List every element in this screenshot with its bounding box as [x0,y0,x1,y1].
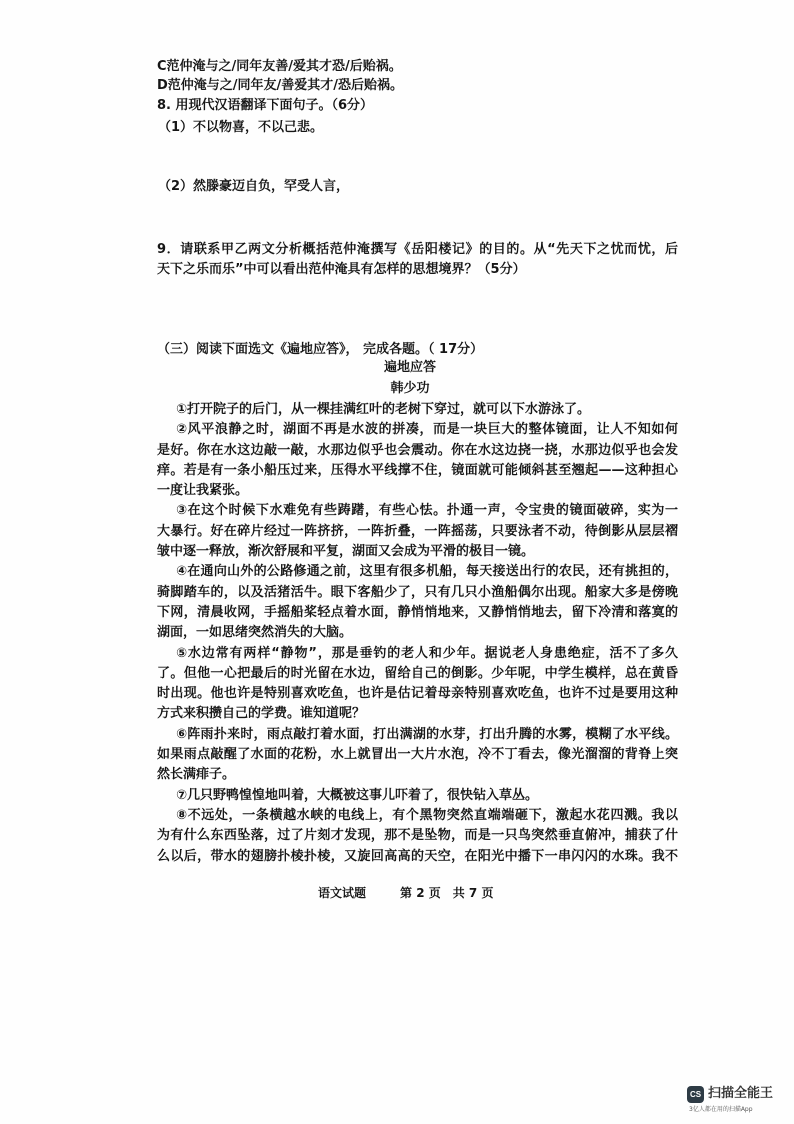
paragraph-5 [157,644,678,725]
article-line: ⑧不远处，一条横越水峡的电线上，有个黑物突然直端端砸下，激起水花四溅。我以 [176,807,678,823]
article-line: ⑦几只野鸭惶惶地叫着，大概被这事儿吓着了，很快钻入草丛。 [176,787,539,803]
article-line: 然长满痱子。 [157,767,236,783]
question-8-item-1: （1）不以物喜，不以己悲。 [158,120,324,135]
article-line: 如果雨点敲醒了水面的花粉，水上就冒出一大片水泡，冷不丁看去，像光溜溜的背脊上突 [157,747,678,763]
paragraph-8 [157,806,678,867]
camscanner-logo-icon: CS [687,1086,704,1103]
article-author: 韩少功 [390,381,430,396]
option-d: D范仲淹与之/同年友/善爱其才/恐后贻祸。 [157,78,404,93]
paragraph-6 [157,725,678,786]
page-footer [318,884,493,902]
article-line: 皱中逐一释放，渐次舒展和平复，湖面又会成为平滑的极目一镜。 [157,544,535,560]
question-8-item-2: （2）然滕豪迈自负，罕受人言， [158,179,350,194]
article-line: ①打开院子的后门，从一棵挂满红叶的老树下穿过，就可以下水游泳了。 [176,402,591,417]
article-line: 么以后，带水的翅膀扑棱扑棱，又旋回高高的天空，在阳光中播下一串闪闪的水珠。我不 [157,848,678,864]
article-line: 骑脚踏车的，以及活猪活牛。眼下客船少了，只有几只小渔船偶尔出现。船家大多是傍晚 [157,584,678,600]
article-line: ④在通向山外的公路修通之前，这里有很多机船，每天接送出行的农民，还有挑担的， [176,564,678,580]
footer-subject: 语文试题 [318,886,367,900]
question-8-prompt: 8. 用现代汉语翻译下面句子。（6分） [157,98,374,113]
article-line: ③在这个时候下水难免有些踌躇，有些心怯。扑通一声，令宝贵的镜面破碎，实为一 [176,503,678,519]
question-9-line: 9．请联系甲乙两文分析概括范仲淹撰写《岳阳楼记》的目的。从“先天下之忧而忧，后 [157,242,678,257]
article-line: 一度让我紧张。 [157,483,249,499]
paragraph-7 [157,786,678,806]
question-9-line: 天下之乐而乐”中可以看出范仲淹具有怎样的思想境界？（5分） [157,262,526,277]
paragraph-3 [157,501,678,562]
article-line: ⑤水边常有两样“静物”，那是垂钓的老人和少年。据说老人身患绝症，活不了多久 [176,645,678,661]
footer-total-pages: 共 7 页 [452,886,494,900]
article-line: 下网，清晨收网，手摇船桨轻点着水面，静悄悄地来，又静悄悄地去，留下冷清和落寞的 [157,604,678,620]
article-line: 时出现。他也许是特别喜欢吃鱼，也许是估记着母亲特别喜欢吃鱼，也许不过是要用这种 [157,686,678,702]
article-line: ⑥阵雨扑来时，雨点敲打着水面，打出满湖的水芽，打出升腾的水雾，模糊了水平线。 [176,726,678,742]
article-line: 了。但他一心把最后的时光留在水边，留给自己的倒影。少年呢，中学生模样，总在黄昏 [157,665,678,681]
scanner-tagline: 3亿人都在用的扫描App [689,1106,753,1113]
paragraph-2 [157,420,678,501]
option-c: C范仲淹与之/同年友善/爱其才恐/后贻祸。 [157,59,402,74]
article-title: 遍地应答 [383,360,436,375]
article-line: 方式来积攒自己的学费。谁知道呢？ [157,706,366,722]
paragraph-1 [157,400,678,420]
article-line: 为有什么东西坠落，过了片刻才发现，那不是坠物，而是一只鸟突然垂直俯冲，捕获了什 [157,828,678,844]
article-line: 大暴行。好在碎片经过一阵挤挤，一阵折叠，一阵摇荡，只要泳者不动，待倒影从层层褶 [157,523,678,539]
article-line: ②风平浪静之时，湖面不再是水波的拼凑，而是一块巨大的整体镜面，让人不知如何 [176,422,678,438]
article-line: 痒。若是有一条小船压过来，压得水平线撑不住，镜面就可能倾斜甚至翘起——这种担心 [157,462,678,478]
scanner-app-name: 扫描全能王 [708,1086,774,1101]
paragraph-4 [157,562,678,643]
section-heading: （三）阅读下面选文《遍地应答》， 完成各题。（ 17分） [157,342,484,357]
article-line: 是好。你在水这边敲一敲，水那边似乎也会震动。你在水这边挠一挠，水那边似乎也会发 [157,442,678,458]
article-body [157,400,678,867]
footer-page-number: 第 2 页 [400,886,441,900]
article-line: 湖面，一如思绪突然消失的大脑。 [157,625,353,641]
